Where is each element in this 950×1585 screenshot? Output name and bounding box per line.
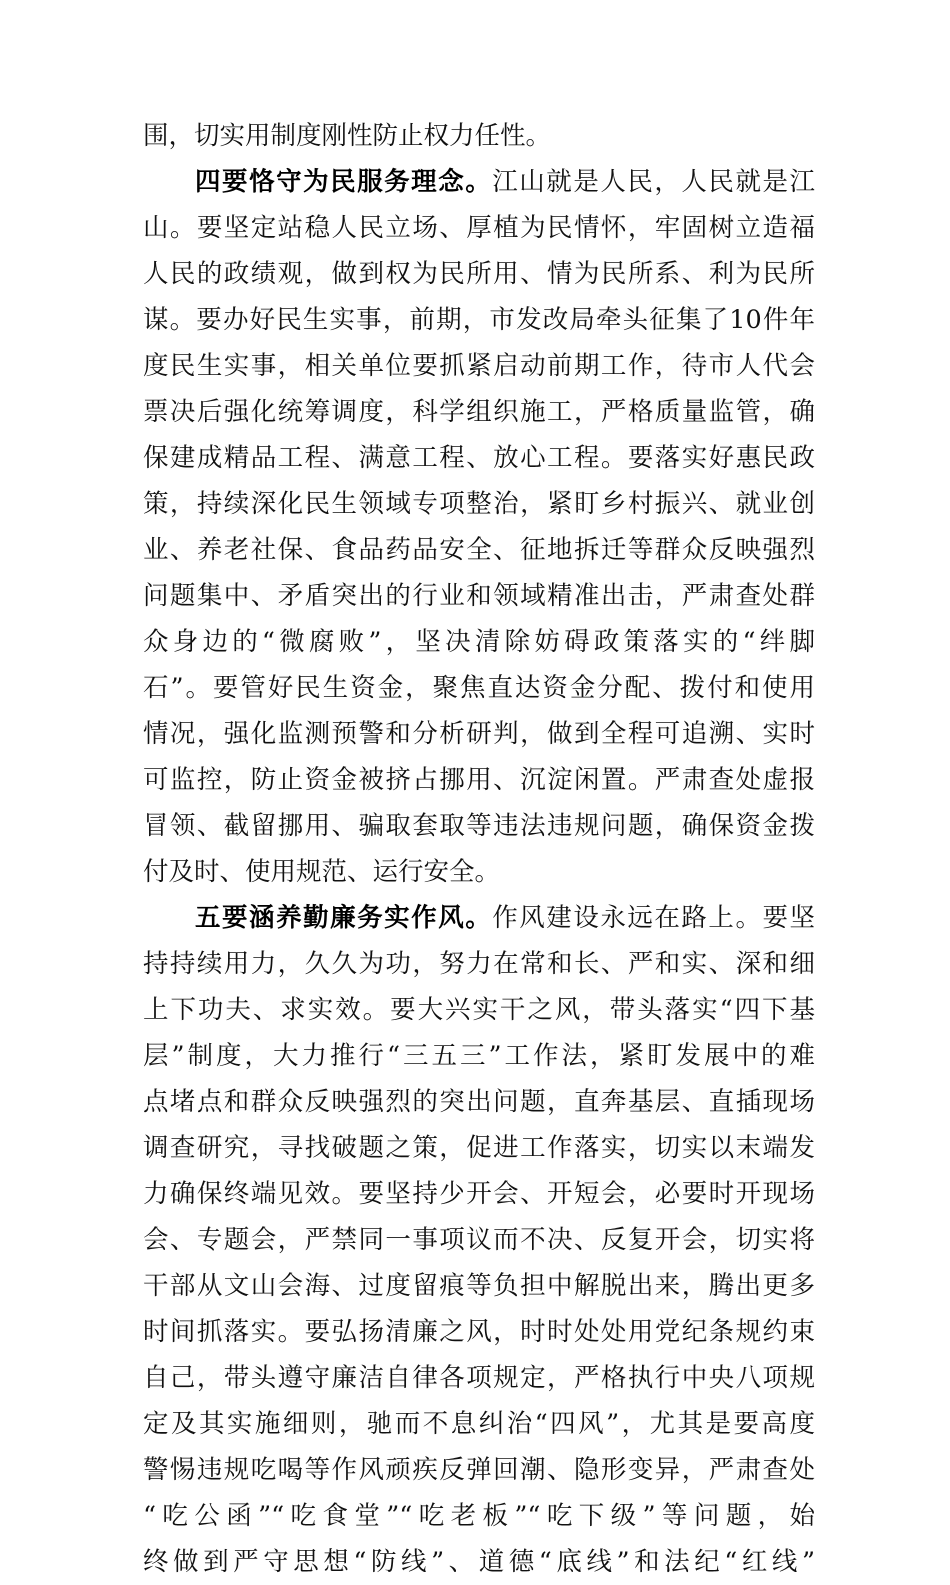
paragraph-2-line-6: 票决后强化统筹调度，科学组织施工，严格质量监管，确 [143,397,815,427]
paragraph-3-line-7: 力确保终端见效。要坚持少开会、开短会，必要时开现场 [143,1179,815,1209]
paragraph-2-line-2: 山。要坚定站稳人民立场、厚植为民情怀，牢固树立造福 [143,213,815,243]
paragraph-2-line-8: 策，持续深化民生领域专项整治，紧盯乡村振兴、就业创 [143,489,815,519]
paragraph-3-line-12: 定及其实施细则，驰而不息纠治“四风”，尤其是要高度 [143,1409,815,1439]
paragraph-3-line-4: 层”制度，大力推行“三五三”工作法，紧盯发展中的难 [143,1041,815,1071]
paragraph-2-line-5: 度民生实事，相关单位要抓紧启动前期工作，待市人代会 [143,351,815,381]
paragraph-2-line-14: 可监控，防止资金被挤占挪用、沉淀闲置。严肃查处虚报 [143,765,815,795]
document-body [143,113,815,1585]
paragraph-3-line-14: “吃公函”“吃食堂”“吃老板”“吃下级”等问题，始 [143,1501,815,1531]
paragraph-2-line-1 [143,159,815,205]
paragraph-2-line-7: 保建成精品工程、满意工程、放心工程。要落实好惠民政 [143,443,815,473]
paragraph-2-line-13: 情况，强化监测预警和分析研判，做到全程可追溯、实时 [143,719,815,749]
paragraph-3-heading: 五要涵养勤廉务实作风。 [195,903,493,933]
paragraph-3-line-11: 自己，带头遵守廉洁自律各项规定，严格执行中央八项规 [143,1363,815,1393]
paragraph-3-line-5: 点堵点和群众反映强烈的突出问题，直奔基层、直插现场 [143,1087,815,1117]
paragraph-3-line-3: 上下功夫、求实效。要大兴实干之风，带头落实“四下基 [143,995,815,1025]
paragraph-2-line-10: 问题集中、矛盾突出的行业和领域精准出击，严肃查处群 [143,581,815,611]
paragraph-3-line-15: 终做到严守思想“防线”、道德“底线”和法纪“红线” [143,1547,815,1577]
paragraph-2-line-11: 众身边的“微腐败”，坚决清除妨碍政策落实的“绊脚 [143,627,815,657]
paragraph-2-line-9: 业、养老社保、食品药品安全、征地拆迁等群众反映强烈 [143,535,815,565]
paragraph-2-line-15: 冒领、截留挪用、骗取套取等违法违规问题，确保资金拨 [143,811,815,841]
paragraph-3-line-6: 调查研究，寻找破题之策，促进工作落实，切实以末端发 [143,1133,815,1163]
paragraph-2-line-3: 人民的政绩观，做到权为民所用、情为民所系、利为民所 [143,259,815,289]
paragraph-2-line-4: 谋。要办好民生实事，前期，市发改局牵头征集了10件年 [143,305,815,335]
paragraph-3-line-9: 干部从文山会海、过度留痕等负担中解脱出来，腾出更多 [143,1271,815,1301]
paragraph-3-line-8: 会、专题会，严禁同一事项议而不决、反复开会，切实将 [143,1225,815,1255]
paragraph-3-line-1-text: 作风建设永远在路上。要坚 [492,903,815,933]
paragraph-3-line-10: 时间抓落实。要弘扬清廉之风，时时处处用党纪条规约束 [143,1317,815,1347]
paragraph-2-line-16: 付及时、使用规范、运行安全。 [143,857,501,887]
paragraph-3-line-13: 警惕违规吃喝等作风顽疾反弹回潮、隐形变异，严肃查处 [143,1455,815,1485]
paragraph-2-line-12: 石”。要管好民生资金，聚焦直达资金分配、拨付和使用 [143,673,815,703]
paragraph-2-heading: 四要恪守为民服务理念。 [195,167,493,197]
paragraph-3-line-1 [143,895,815,941]
paragraph-2-line-1-text: 江山就是人民，人民就是江 [492,167,815,197]
paragraph-3-line-2: 持持续用力，久久为功，努力在常和长、严和实、深和细 [143,949,815,979]
paragraph-1-line-1: 围，切实用制度刚性防止权力任性。 [143,121,552,151]
